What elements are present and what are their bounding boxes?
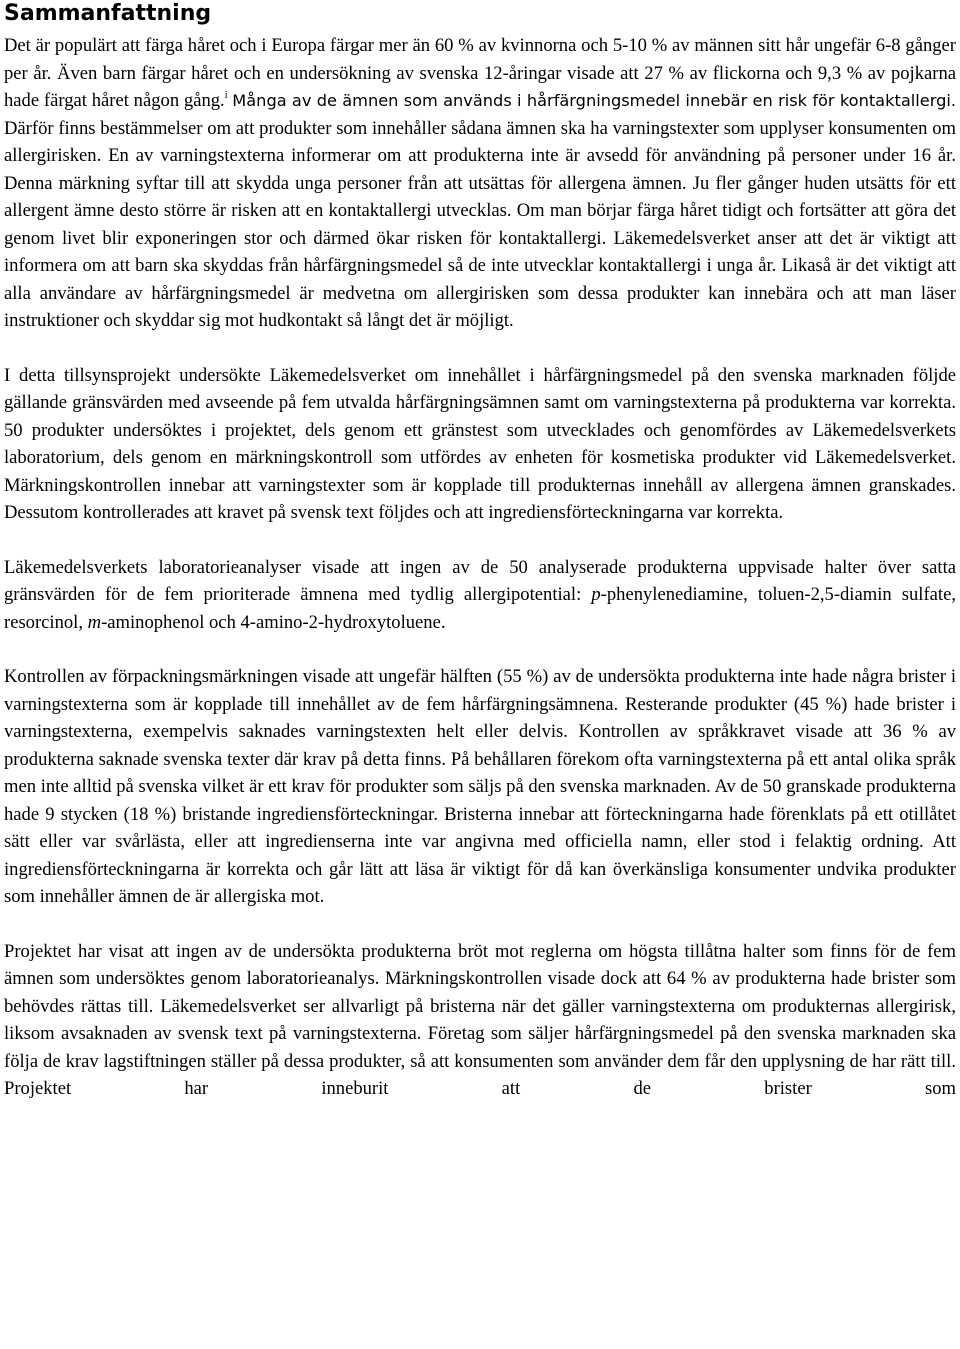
lab-text-b: -phenylenediamine, toluen-2,5-diamin sulfate, resorcinol,: [4, 584, 956, 633]
paragraph-lab-results: [4, 554, 956, 637]
lab-text-a: Läkemedelsverkets laboratorieanalyser visade att ingen av de 50 analyserade produkterna uppvisade halter över satta gränsvärden för de fem prioriterade ämnena med tydlig allergipotential:: [4, 556, 956, 605]
intro-sentence-5: En av varningstexterna informerar om att produkterna inte är avsedd för användning på personer under 16 år. Denna märkning syftar till att skydda unga personer från att utsättas för allergena ämnen. Ju fler gånger huden utsätts för ett allergent ämne desto större är risken att en kontaktallergi utvecklas. Om man börjar färga håret tidigt och fortsätter att göra det genom livet blir exponeringen stor och därmed ökar risken för kontaktallergi. Läkemedelsverket anser att det är viktigt att informera om att barn ska skyddas från hårfärgningsmedel så de inte utvecklar kontaktallergi i unga år. Likaså är det viktigt att alla användare av hårfärgningsmedel är medvetna om allergirisken som dessa produkter kan innebära och att man läser instruktioner och skyddar sig mot hudkontakt så långt det är möjligt.: [4, 145, 956, 331]
section-heading: Sammanfattning: [4, 1, 212, 26]
intro-sentence-2: Även barn färgar håret och en undersökning av svenska 12-åringar visade att 27 % av flickorna och 9,3 % av pojkarna hade färgat håret någon gång.: [4, 62, 956, 111]
intro-sentence-3: Många av de ämnen som används i hårfärgningsmedel innebär en risk för kontaktallergi.: [232, 91, 956, 110]
intro-sentence-4: Därför finns bestämmelser om att produkter som innehåller sådana ämnen ska ha varningstexter som upplyser konsumenten om allergirisken.: [4, 117, 956, 166]
footnote-marker: i: [224, 90, 228, 101]
paragraph-project: I detta tillsynsprojekt undersökte Läkemedelsverket om innehållet i hårfärgningsmedel på den svenska marknaden följde gällande gränsvärden med avseende på fem utvalda hårfärgningsämnen samt om varningstexterna på produkterna var korrekta. 50 produkter undersöktes i projektet, dels genom ett gränstest som utvecklades och genomfördes av Läkemedelsverkets laboratorium, dels genom en märkningskontroll som utfördes av enheten för kosmetiska produkter vid Läkemedelsverket. Märkningskontrollen innebar att varningstexter som är kopplade till produkternas innehåll av allergena ämnen granskades. Dessutom kontrollerades att kravet på svensk text följdes och att ingrediensförteckningarna var korrekta.: [4, 364, 956, 523]
intro-sentence-1: Det är populärt att färga håret och i Europa färgar mer än 60 % av kvinnorna och 5-10 % av männen sitt hår ungefär 6-8 gånger per år.: [4, 35, 956, 84]
lab-italic-p: p: [591, 584, 601, 605]
paragraph-labeling: Kontrollen av förpackningsmärkningen visade att ungefär hälften (55 %) av de undersökta produkterna inte hade några brister i varningstexterna som är kopplade till innehållet av de fem hårfärgningsämnena. Resterande produkter (45 %) hade brister i varningstexterna, exempelvis saknades varningstexten helt eller delvis. Kontrollen av språkkravet visade att 36 % av produkterna saknade svenska texter där krav på detta finns. På behållaren förekom ofta varningstexterna på ett antal olika språk men inte alltid på svenska vilket är ett krav för produkter som säljs på den svenska marknaden. Av de 50 granskade produkterna hade 9 stycken (18 %) bristande ingrediensförteckningar. Bristerna innebar att förteckningarna hade förenklats på ett otillåtet sätt eller var svårlästa, eller att ingredienserna inte var angivna med officiella namn, eller stod i felaktig ordning. Att ingrediensförteckningarna är korrekta och går lätt att läsa är viktigt för då kan överkänsliga konsumenter undvika produkter som innehåller ämnen de är allergiska mot.: [4, 666, 956, 907]
lab-italic-m: m: [87, 611, 102, 633]
paragraph-intro: [4, 32, 956, 335]
document-page: [4, 0, 956, 1103]
lab-text-c: -aminophenol och 4-amino-2-hydroxytoluene.: [101, 611, 446, 633]
paragraph-conclusion: Projektet har visat att ingen av de undersökta produkterna bröt mot reglerna om högsta tillåtna halter som finns för de fem ämnen som undersöktes genom laboratorieanalys. Märkningskontrollen visade dock att 64 % av produkterna hade brister som behövdes rättas till. Läkemedelsverket ser allvarligt på bristerna när det gäller varningstexterna om produkternas allergirisk, liksom avsaknaden av svensk text på varningstexterna. Företag som säljer hårfärgningsmedel på den svenska marknaden ska följa de krav lagstiftningen ställer på dessa produkter, så att konsumenten som använder dem får den upplysning de har rätt till. Projektet har inneburit att de brister som: [4, 940, 956, 1099]
